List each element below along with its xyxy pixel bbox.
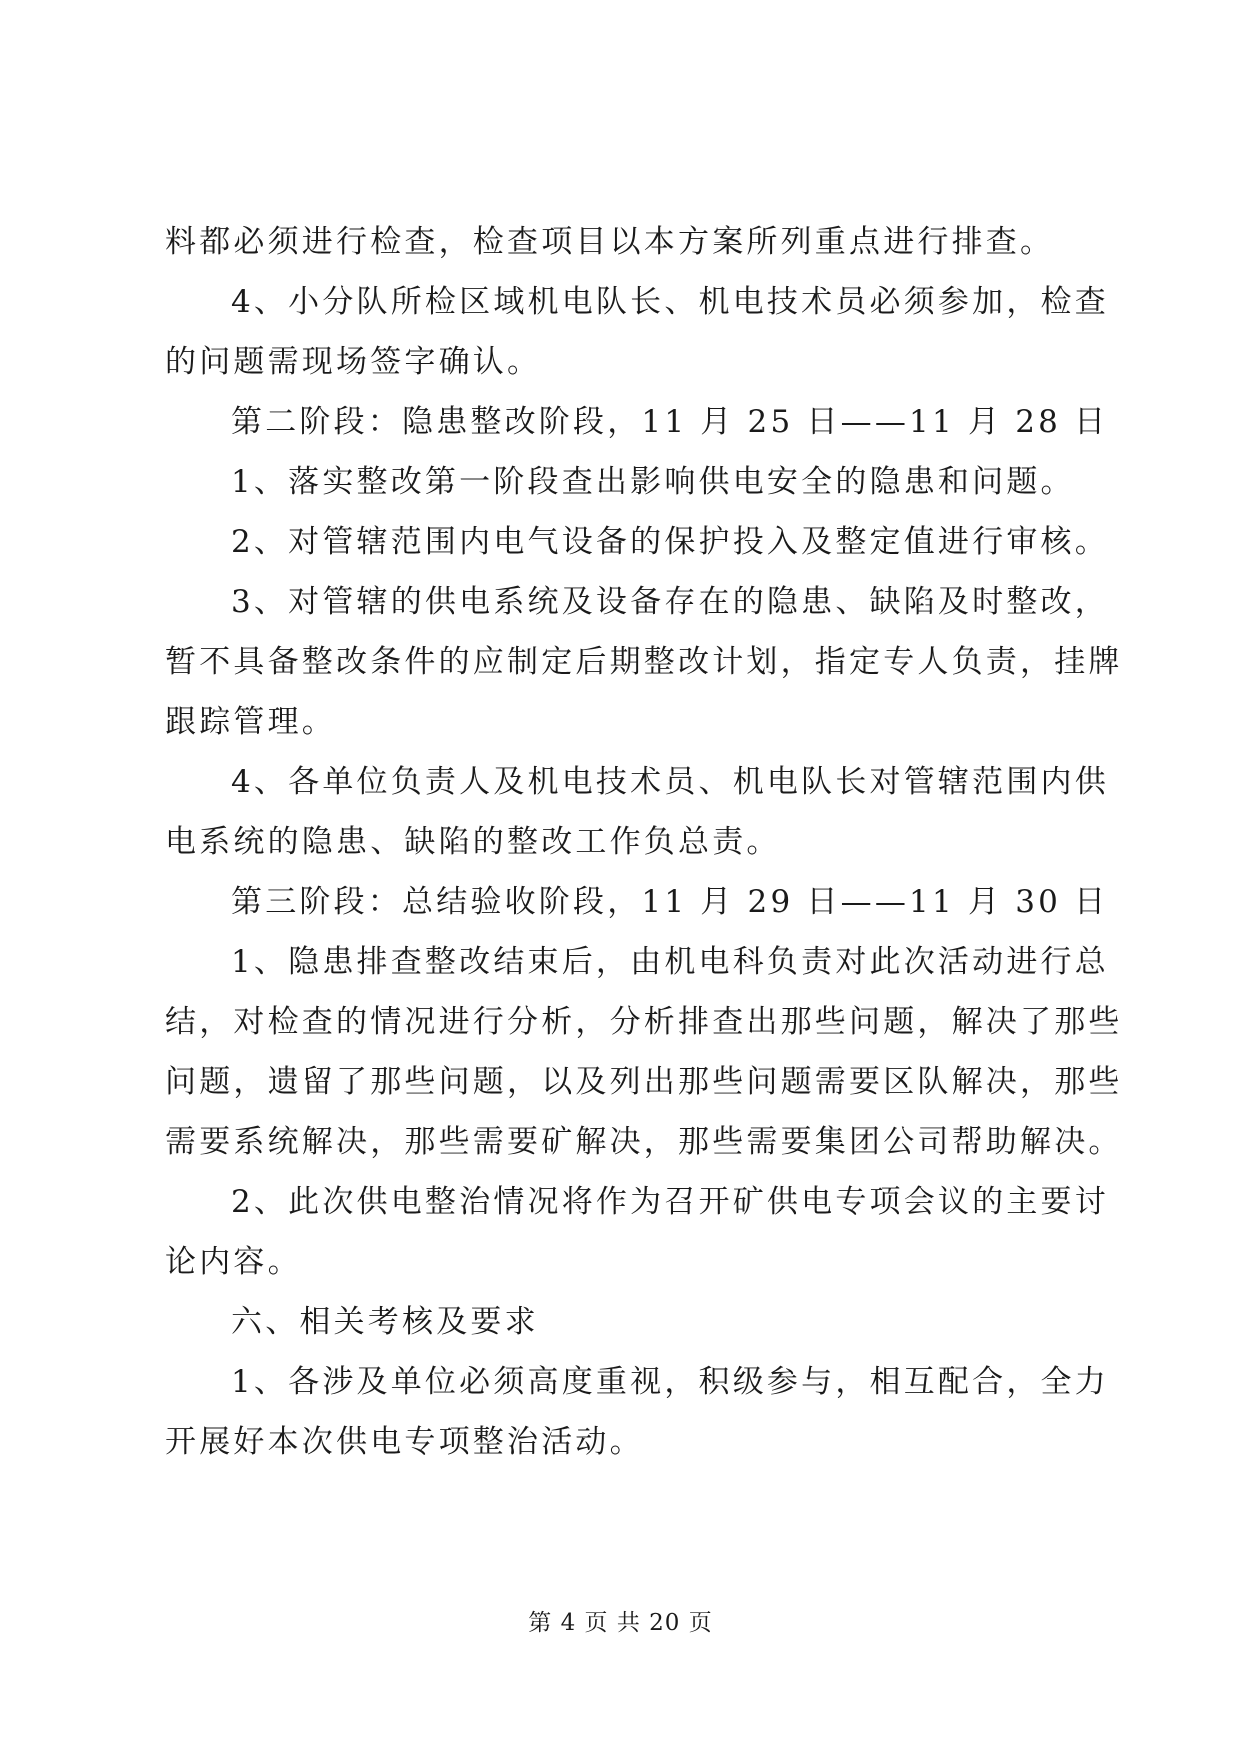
text-line: 暂不具备整改条件的应制定后期整改计划，指定专人负责，挂牌 bbox=[165, 644, 1123, 680]
text-line: 结，对检查的情况进行分析，分析排查出那些问题，解决了那些 bbox=[165, 1004, 1123, 1040]
text-line: 3、对管辖的供电系统及设备存在的隐患、缺陷及时整改， bbox=[231, 584, 1109, 620]
text-line: 1、落实整改第一阶段查出影响供电安全的隐患和问题。 bbox=[231, 464, 1075, 500]
text-line: 1、隐患排查整改结束后，由机电科负责对此次活动进行总 bbox=[231, 944, 1109, 980]
text-line: 论内容。 bbox=[165, 1244, 302, 1280]
text-line: 料都必须进行检查，检查项目以本方案所列重点进行排查。 bbox=[165, 224, 1055, 260]
text-line: 开展好本次供电专项整治活动。 bbox=[165, 1424, 644, 1460]
section-heading: 六、相关考核及要求 bbox=[231, 1304, 539, 1340]
text-line: 跟踪管理。 bbox=[165, 704, 336, 740]
text-line: 4、小分队所检区域机电队长、机电技术员必须参加，检查 bbox=[231, 284, 1109, 320]
text-line: 第三阶段：总结验收阶段，11 月 29 日——11 月 30 日 bbox=[231, 884, 1109, 920]
text-line: 1、各涉及单位必须高度重视，积级参与，相互配合，全力 bbox=[231, 1364, 1109, 1400]
text-line: 2、此次供电整治情况将作为召开矿供电专项会议的主要讨 bbox=[231, 1184, 1109, 1220]
text-line: 第二阶段：隐患整改阶段，11 月 25 日——11 月 28 日 bbox=[231, 404, 1109, 440]
text-line: 2、对管辖范围内电气设备的保护投入及整定值进行审核。 bbox=[231, 524, 1109, 560]
text-line: 需要系统解决，那些需要矿解决，那些需要集团公司帮助解决。 bbox=[165, 1124, 1123, 1160]
text-line: 问题，遗留了那些问题，以及列出那些问题需要区队解决，那些 bbox=[165, 1064, 1123, 1100]
text-line: 4、各单位负责人及机电技术员、机电队长对管辖范围内供 bbox=[231, 764, 1109, 800]
text-line: 的问题需现场签字确认。 bbox=[165, 344, 542, 380]
text-line: 电系统的隐患、缺陷的整改工作负总责。 bbox=[165, 824, 781, 860]
page-footer: 第 4 页 共 20 页 bbox=[528, 1610, 713, 1636]
